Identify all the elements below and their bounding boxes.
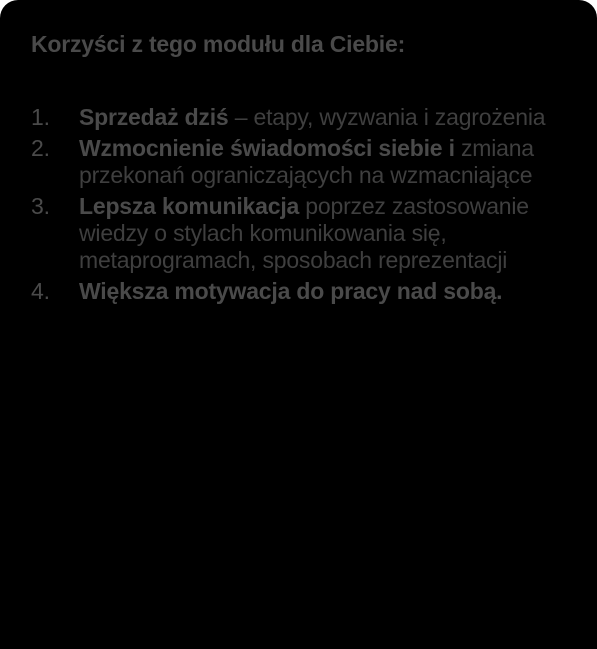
benefit-number: 3.	[31, 193, 50, 219]
benefit-number: 2.	[31, 135, 50, 161]
benefit-text	[79, 135, 559, 189]
benefit-item-3	[31, 193, 573, 274]
benefit-title: Większa motywacja do pracy nad sobą.	[79, 278, 503, 304]
benefit-number: 1.	[31, 104, 50, 130]
benefit-text	[79, 104, 559, 131]
benefit-item-2	[31, 135, 573, 189]
benefit-title: Lepsza komunikacja	[79, 193, 300, 219]
benefit-item-1	[31, 104, 573, 131]
benefits-heading: Korzyści z tego modułu dla Ciebie:	[31, 31, 406, 57]
benefit-text	[79, 278, 559, 305]
benefit-description: zmiana przekonań ograniczających na wzmacniające	[79, 135, 534, 188]
benefit-description: poprzez zastosowanie wiedzy o stylach komunikowania się, metaprogramach, sposobach reprezentacji	[79, 193, 529, 273]
benefit-title: Sprzedaż dziś	[79, 104, 229, 130]
benefit-number: 4.	[31, 278, 50, 304]
benefit-text	[79, 193, 559, 274]
benefits-list	[31, 104, 573, 305]
benefit-description: – etapy, wyzwania i zagrożenia	[228, 104, 546, 130]
benefit-item-4	[31, 278, 573, 305]
benefit-title: Wzmocnienie świadomości siebie i	[79, 135, 455, 161]
